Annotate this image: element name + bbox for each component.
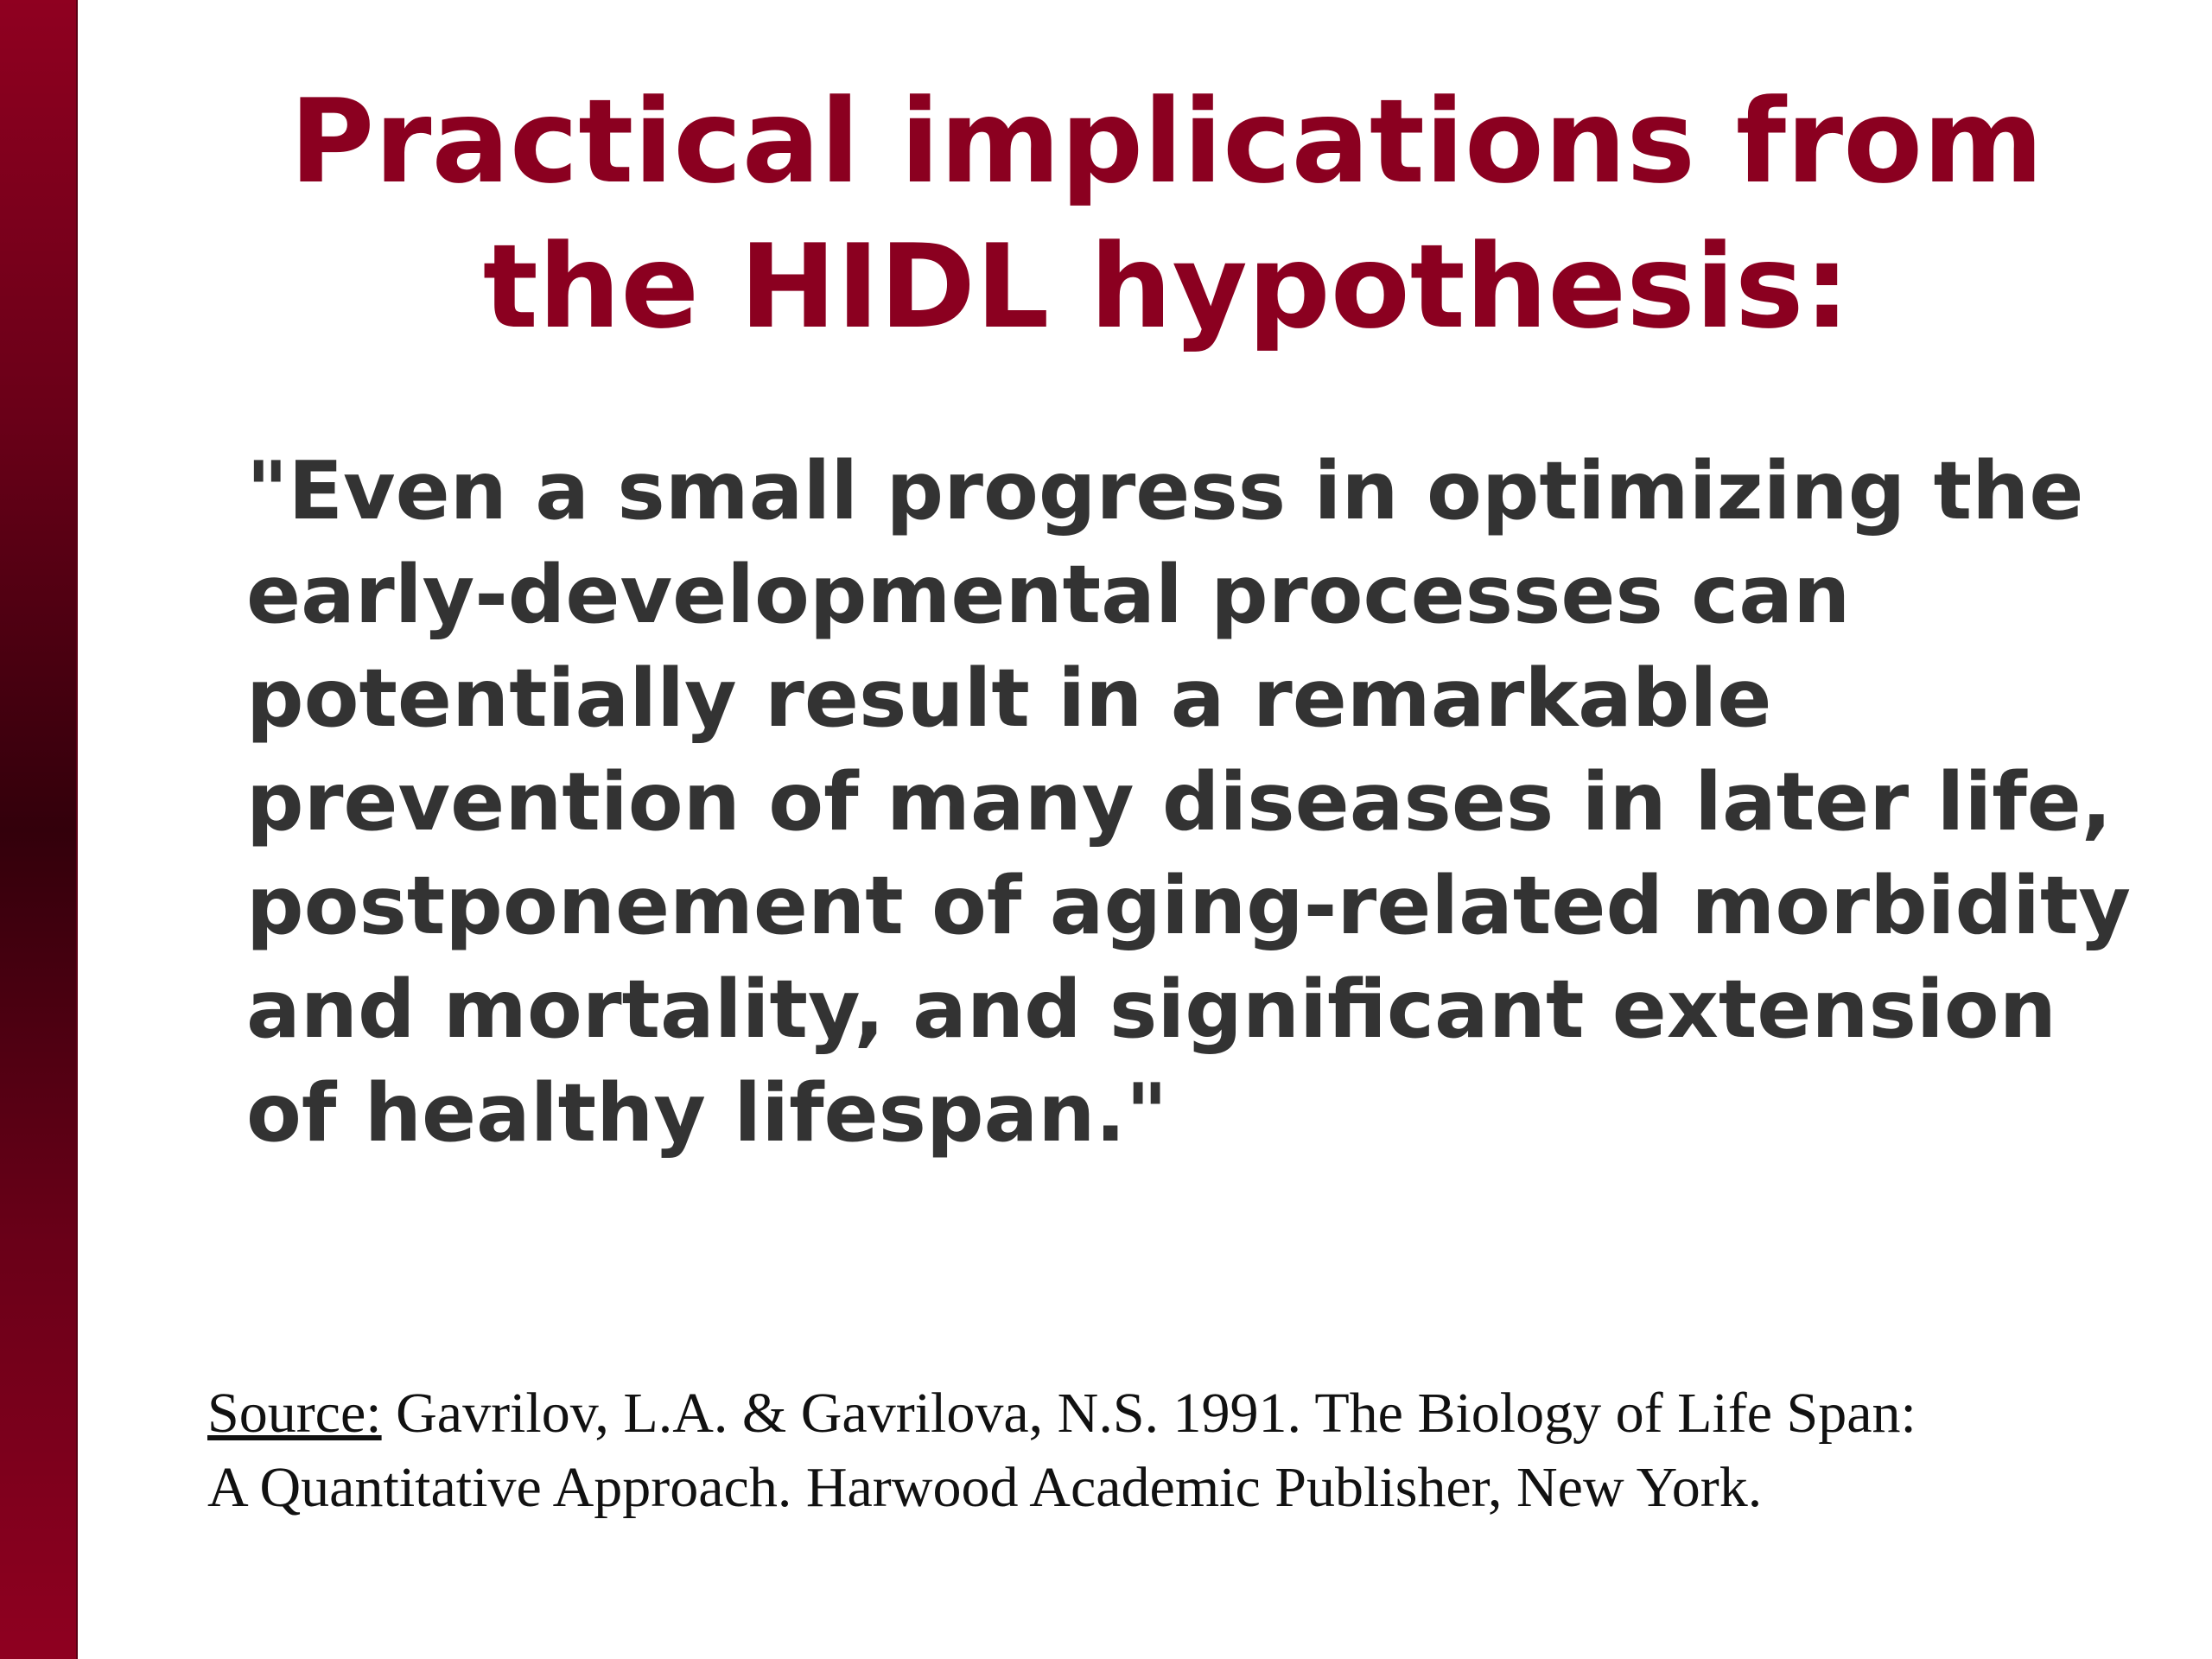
- source-line-2: A Quantitative Approach. Harwood Academic Publisher, New York.: [207, 1456, 1763, 1519]
- quote-line-7: of healthy lifespan.": [246, 1066, 1168, 1160]
- quote-block: [246, 439, 2199, 1165]
- source-line-1-text: Gavrilov, L.A. & Gavrilova, N.S. 1991. The Biology of Life Span:: [381, 1382, 1916, 1445]
- quote-line-4: prevention of many diseases in later life,: [246, 755, 2113, 849]
- source-label: Source:: [207, 1382, 382, 1445]
- side-bar-edge: [76, 0, 78, 1659]
- title-line-2: the HIDL hypothesis:: [482, 219, 1851, 354]
- quote-line-3: potentially result in a remarkable: [246, 652, 1772, 745]
- decorative-side-bar: [0, 0, 76, 1659]
- source-line-1: [207, 1376, 2195, 1451]
- quote-line-2: early-developmental processes can: [246, 548, 1851, 641]
- source-citation: [207, 1376, 2195, 1525]
- quote-line-1: "Even a small progress in optimizing the: [246, 444, 2084, 537]
- slide-title: [164, 69, 2169, 359]
- quote-line-5: postponement of aging-related morbidity: [246, 859, 2132, 952]
- quote-line-6: and mortality, and significant extension: [246, 963, 2056, 1056]
- title-line-1: Practical implications from: [289, 74, 2044, 209]
